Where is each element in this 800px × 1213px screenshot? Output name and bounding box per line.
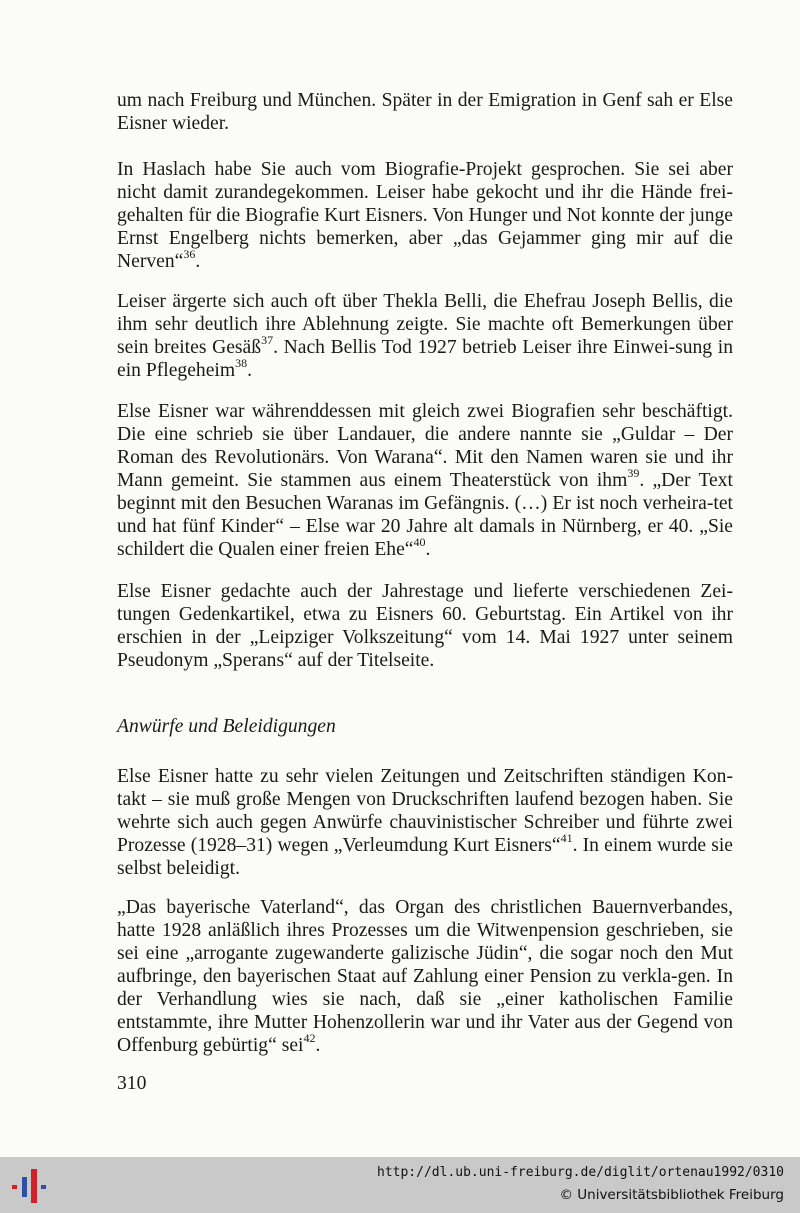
paragraph-text: Else Eisner gedachte auch der Jahrestage und lieferte verschiedenen Zei-tungen Gedenkartikel, etwa zu Eisners 60. Geburtstag. Ein Artikel von ihr erschien in der „Leipziger Volkszeitung“ vom 14. Mai 1927 unter seinem Pseudonym „Sperans“ auf der Titelseite. — [117, 581, 733, 671]
paragraph-text: . — [425, 539, 431, 560]
footer-bar — [0, 1157, 800, 1213]
footer-url-link[interactable]: http://dl.ub.uni-freiburg.de/diglit/ortenau1992/0310 — [377, 1165, 784, 1180]
footnote-marker[interactable]: 37 — [261, 333, 274, 348]
paragraph-text: . „Der Text beginnt mit den Besuchen Waranas im Gefängnis. (…) Er ist noch verheira-tet und hat fünf Kinder“ – Else war 20 Jahre alt damals in Nürnberg, er 40. „Sie schildert die Qualen einer freien Ehe“ — [117, 470, 733, 560]
paragraph-text: . Nach Bellis Tod 1927 betrieb Leiser ihre Einwei-sung in ein Pflegeheim — [117, 337, 733, 381]
page-number: 310 — [117, 1073, 147, 1094]
paragraph-7 — [117, 896, 733, 1057]
paragraph-text: . — [315, 1035, 321, 1056]
footnote-marker[interactable]: 41 — [560, 831, 573, 846]
paragraph-text: um nach Freiburg und München. Später in der Emigration in Genf sah er Else Eisner wieder. — [117, 90, 733, 134]
paragraph-text: Else Eisner war währenddessen mit gleich zwei Biografien sehr beschäftigt. Die eine schrieb sie über Landauer, die andere nannte sie „Guldar – Der Roman des Revolutionärs. Von Warana“. Mit den Namen waren sie und ihr Mann gemeint. Sie stammen aus einem Theaterstück von ihm — [117, 401, 733, 491]
paragraph-6 — [117, 765, 733, 880]
footnote-marker[interactable]: 42 — [303, 1031, 316, 1046]
paragraph-4 — [117, 400, 733, 561]
footnote-marker[interactable]: 39 — [627, 466, 640, 481]
section-heading: Anwürfe und Beleidigungen — [117, 716, 336, 737]
paragraph-text: Else Eisner hatte zu sehr vielen Zeitungen und Zeitschriften ständigen Kon-takt – sie muß große Mengen von Druckschriften laufend bezogen haben. Sie wehrte sich auch gegen Anwürfe chauvinistischer Schreiber und führte zwei Prozesse (1928–31) wegen „Verleumdung Kurt Eisners“ — [117, 766, 733, 856]
footnote-marker[interactable]: 36 — [183, 247, 196, 262]
paragraph-text: . — [247, 360, 252, 381]
footer-copyright: © Universitätsbibliothek Freiburg — [559, 1187, 784, 1203]
paragraph-text: „Das bayerische Vaterland“, das Organ des christlichen Bauernverbandes, hatte 1928 anläßlich ihres Prozesses um die Witwenpension geschrieben, sie sei eine „arrogante zugewanderte galizische Jüdin“, die sogar noch den Mut aufbringe, den bayerischen Staat auf Zahlung einer Pension zu verkla-gen. In der Verhandlung wies sie nach, daß sie „einer katholischen Familie entstammte, ihre Mutter Hohenzollerin war und ihr Vater aus der Gegend von Offenburg gebürtig“ sei — [117, 897, 733, 1056]
paragraph-5 — [117, 580, 733, 672]
paragraph-text: In Haslach habe Sie auch vom Biografie-Projekt gesprochen. Sie sei aber nicht damit zurandegekommen. Leiser habe gekocht und ihr die Hände frei-gehalten für die Biografie Kurt Eisners. Von Hunger und Not konnte der junge Ernst Engelberg nichts bemerken, aber „das Gejammer ging mir auf die Nerven“ — [117, 159, 733, 272]
paragraph-text: Leiser ärgerte sich auch oft über Thekla Belli, die Ehefrau Joseph Bellis, die ihm sehr deutlich ihre Ablehnung zeigte. Sie machte oft Bemerkungen über sein breites Gesäß — [117, 291, 733, 358]
footnote-marker[interactable]: 38 — [235, 356, 248, 371]
paragraph-3 — [117, 290, 733, 382]
paragraph-1 — [117, 89, 733, 135]
paragraph-2 — [117, 158, 733, 273]
library-logo-icon — [10, 1167, 50, 1205]
paragraph-text: . — [195, 251, 201, 272]
footnote-marker[interactable]: 40 — [413, 535, 426, 550]
paragraph-text: . In einem wurde sie selbst beleidigt. — [117, 835, 734, 879]
